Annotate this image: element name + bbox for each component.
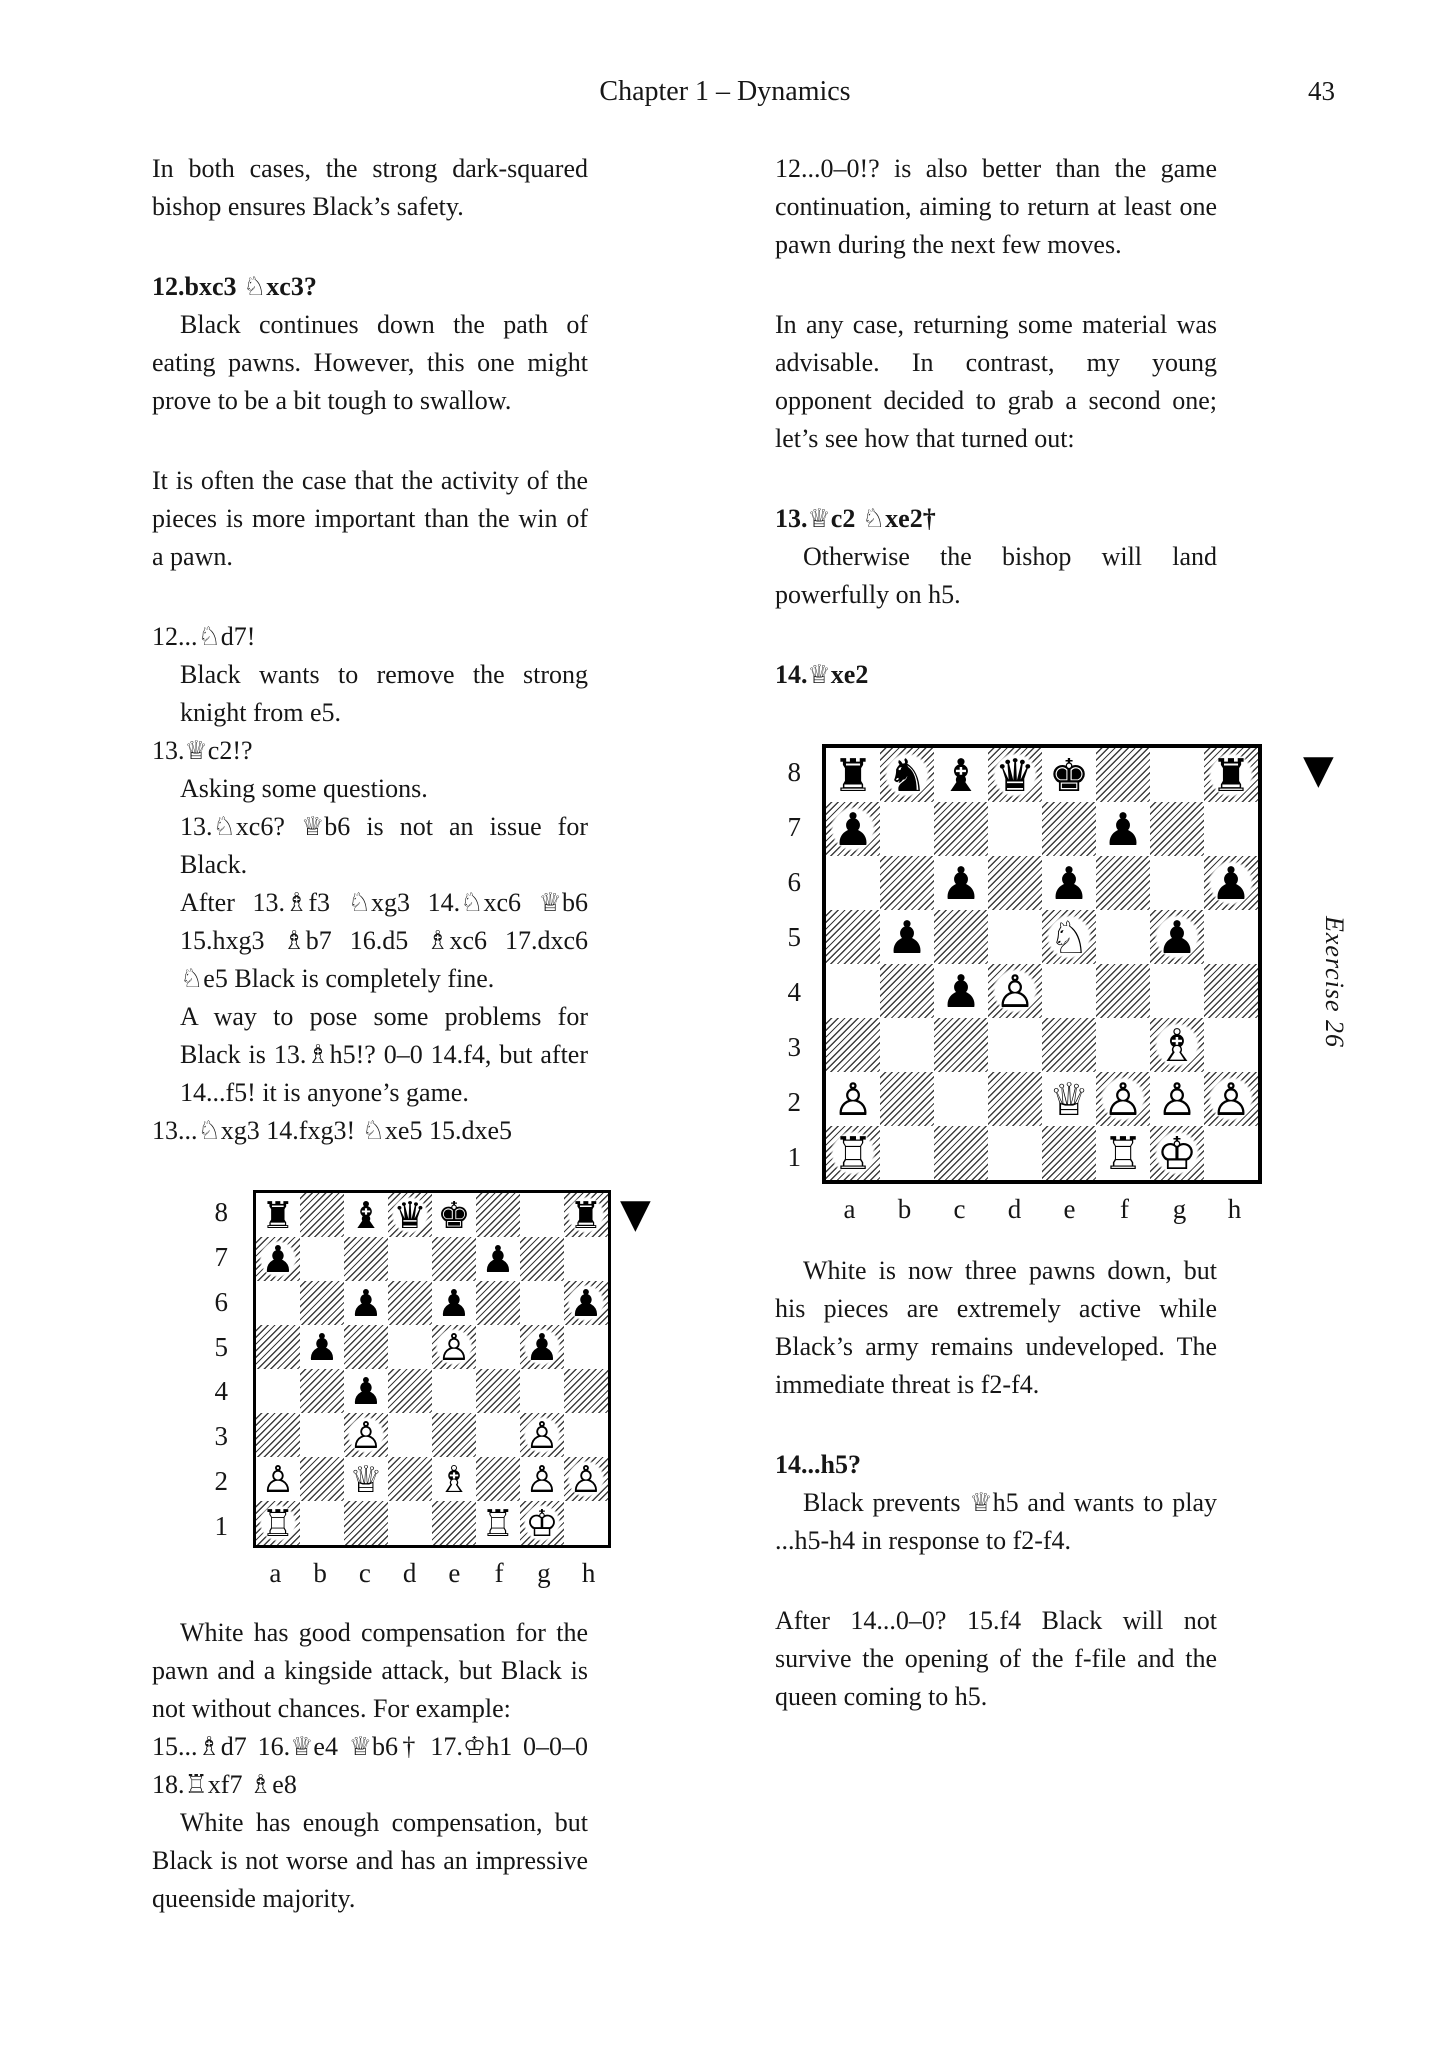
- file-labels: [822, 1190, 1262, 1228]
- rank-label-4: 4: [787, 976, 801, 1007]
- square-f7: [1096, 802, 1150, 856]
- square-c1: [344, 1501, 388, 1545]
- file-label-h: h: [1227, 1194, 1242, 1224]
- paragraph: In both cases, the strong dark-squared bishop ensures Black’s safety.: [152, 154, 588, 221]
- square-d8: [388, 1193, 432, 1237]
- file-label-g: g: [1172, 1194, 1187, 1224]
- square-a4: [256, 1369, 300, 1413]
- square-e5: [432, 1325, 476, 1369]
- piece-r-h8: ♜: [1207, 751, 1256, 800]
- square-d5: [388, 1325, 432, 1369]
- move-line: 15...♗d7 16.♕e4 ♕b6† 17.♔h1 0–0–0 18.♖xf7 ♗e8: [152, 1732, 588, 1799]
- piece-p-b5: ♟: [883, 913, 932, 962]
- square-b2: [880, 1072, 934, 1126]
- chess-board: [253, 1190, 611, 1548]
- square-b2: [300, 1457, 344, 1501]
- piece-P-g3: ♙: [522, 1415, 562, 1455]
- square-g5: [520, 1325, 564, 1369]
- square-h4: [1204, 964, 1258, 1018]
- paragraph: After 14...0–0? 15.f4 Black will not survive the opening of the f-file and the queen coming to h5.: [775, 1606, 1217, 1711]
- square-f5: [476, 1325, 520, 1369]
- piece-Q-c2: ♕: [346, 1459, 386, 1499]
- square-f8: [476, 1193, 520, 1237]
- square-g5: [1150, 910, 1204, 964]
- square-d7: [388, 1237, 432, 1281]
- square-d7: [988, 802, 1042, 856]
- piece-r-a8: ♜: [258, 1195, 298, 1235]
- square-g7: [520, 1237, 564, 1281]
- piece-Q-e2: ♕: [1045, 1075, 1094, 1124]
- square-d4: [388, 1369, 432, 1413]
- paragraph: It is often the case that the activity of the pieces is more important than the win of a pawn.: [152, 466, 588, 571]
- piece-q-d8: ♛: [991, 751, 1040, 800]
- square-d4: [988, 964, 1042, 1018]
- square-h1: [564, 1501, 608, 1545]
- rank-label-5: 5: [214, 1331, 228, 1362]
- paragraph: 12...0–0!? is also better than the game continuation, aiming to return at least one pawn during the next few moves.: [775, 154, 1217, 259]
- paragraph: White is now three pawns down, but his pieces are extremely active while Black’s army remains undeveloped. The immediate threat is f2-f4.: [775, 1256, 1217, 1399]
- square-e2: [1042, 1072, 1096, 1126]
- piece-P-h2: ♙: [566, 1459, 606, 1499]
- square-c5: [934, 910, 988, 964]
- square-b1: [300, 1501, 344, 1545]
- paragraph: Asking some questions.: [180, 774, 428, 803]
- rank-label-1: 1: [787, 1141, 801, 1172]
- square-h2: [564, 1457, 608, 1501]
- square-h6: [1204, 856, 1258, 910]
- square-a6: [826, 856, 880, 910]
- square-b7: [300, 1237, 344, 1281]
- square-c8: [934, 748, 988, 802]
- square-h8: [564, 1193, 608, 1237]
- square-a1: [256, 1501, 300, 1545]
- square-h1: [1204, 1126, 1258, 1180]
- piece-p-f7: ♟: [1099, 805, 1148, 854]
- square-d5: [988, 910, 1042, 964]
- piece-k-e8: ♚: [1045, 751, 1094, 800]
- paragraph: 13.♘xc6? ♕b6 is not an issue for Black.: [180, 812, 588, 879]
- square-a1: [826, 1126, 880, 1180]
- square-b8: [880, 748, 934, 802]
- piece-r-h8: ♜: [566, 1195, 606, 1235]
- piece-p-h6: ♟: [566, 1283, 606, 1323]
- piece-p-g5: ♟: [522, 1327, 562, 1367]
- square-a2: [826, 1072, 880, 1126]
- square-c6: [934, 856, 988, 910]
- rank-label-7: 7: [214, 1242, 228, 1273]
- piece-P-e5: ♙: [434, 1327, 474, 1367]
- square-e7: [432, 1237, 476, 1281]
- file-label-c: c: [953, 1194, 966, 1224]
- square-g1: [520, 1501, 564, 1545]
- square-b4: [880, 964, 934, 1018]
- square-d6: [988, 856, 1042, 910]
- paragraph: After 13.♗f3 ♘xg3 14.♘xc6 ♕b6 15.hxg3 ♗b7 16.d5 ♗xc6 17.dxc6 ♘e5 Black is completely fine.: [180, 888, 588, 993]
- square-c6: [344, 1281, 388, 1325]
- move-line: 14...h5?: [775, 1450, 861, 1479]
- square-g2: [1150, 1072, 1204, 1126]
- piece-P-c3: ♙: [346, 1415, 386, 1455]
- file-label-h: h: [581, 1558, 596, 1588]
- piece-p-a7: ♟: [829, 805, 878, 854]
- right-column: [775, 150, 1349, 1716]
- square-f6: [1096, 856, 1150, 910]
- piece-P-a2: ♙: [829, 1075, 878, 1124]
- square-e3: [432, 1413, 476, 1457]
- square-e3: [1042, 1018, 1096, 1072]
- rank-label-4: 4: [214, 1376, 228, 1407]
- paragraph: A way to pose some problems for Black is 13.♗h5!? 0–0 14.f4, but after 14...f5! it is anyone’s game.: [180, 1002, 588, 1107]
- piece-r-a8: ♜: [829, 751, 878, 800]
- square-c4: [344, 1369, 388, 1413]
- rank-label-8: 8: [214, 1197, 228, 1228]
- square-e4: [432, 1369, 476, 1413]
- piece-p-c4: ♟: [937, 967, 986, 1016]
- square-a7: [256, 1237, 300, 1281]
- square-f4: [1096, 964, 1150, 1018]
- square-g4: [1150, 964, 1204, 1018]
- rank-label-2: 2: [787, 1086, 801, 1117]
- square-g6: [1150, 856, 1204, 910]
- piece-K-g1: ♔: [522, 1503, 562, 1543]
- piece-b-c8: ♝: [346, 1195, 386, 1235]
- square-b4: [300, 1369, 344, 1413]
- piece-p-c4: ♟: [346, 1371, 386, 1411]
- rank-labels: [759, 744, 801, 1184]
- rank-labels: [186, 1190, 228, 1548]
- page-number: 43: [1308, 76, 1335, 106]
- page-header: [115, 76, 1335, 116]
- file-label-f: f: [494, 1558, 504, 1588]
- square-h4: [564, 1369, 608, 1413]
- piece-P-d4: ♙: [991, 967, 1040, 1016]
- paragraph: Otherwise the bishop will land powerfully on h5.: [775, 542, 1217, 609]
- piece-P-g2: ♙: [1153, 1075, 1202, 1124]
- paragraph: In any case, returning some material was advisable. In contrast, my young opponent decided to grab a second one; let’s see how that turned out:: [775, 310, 1217, 453]
- square-e8: [1042, 748, 1096, 802]
- piece-p-c6: ♟: [346, 1283, 386, 1323]
- square-c3: [344, 1413, 388, 1457]
- square-d3: [388, 1413, 432, 1457]
- file-label-f: f: [1120, 1194, 1129, 1224]
- square-f1: [1096, 1126, 1150, 1180]
- piece-p-c6: ♟: [937, 859, 986, 908]
- rank-label-5: 5: [787, 921, 801, 952]
- piece-p-h6: ♟: [1207, 859, 1256, 908]
- piece-R-f1: ♖: [478, 1503, 518, 1543]
- square-f7: [476, 1237, 520, 1281]
- diagram-after-15dxe5: [152, 1190, 651, 1596]
- rank-label-8: 8: [787, 756, 801, 787]
- square-g1: [1150, 1126, 1204, 1180]
- exercise-label: Exercise 26: [1320, 916, 1349, 1049]
- rank-label-3: 3: [214, 1421, 228, 1452]
- square-g4: [520, 1369, 564, 1413]
- piece-K-g1: ♔: [1153, 1129, 1202, 1178]
- piece-B-g3: ♗: [1153, 1021, 1202, 1070]
- square-h8: [1204, 748, 1258, 802]
- square-a5: [826, 910, 880, 964]
- piece-R-f1: ♖: [1099, 1129, 1148, 1178]
- square-d3: [988, 1018, 1042, 1072]
- square-b6: [880, 856, 934, 910]
- piece-q-d8: ♛: [390, 1195, 430, 1235]
- square-f8: [1096, 748, 1150, 802]
- file-label-d: d: [1007, 1194, 1022, 1224]
- square-d2: [388, 1457, 432, 1501]
- move-line: 13.♕c2!?: [152, 736, 253, 765]
- square-d1: [388, 1501, 432, 1545]
- square-h7: [564, 1237, 608, 1281]
- square-h2: [1204, 1072, 1258, 1126]
- square-f2: [1096, 1072, 1150, 1126]
- chapter-title: Chapter 1 – Dynamics: [599, 76, 851, 107]
- piece-P-f2: ♙: [1099, 1075, 1148, 1124]
- square-g6: [520, 1281, 564, 1325]
- square-c2: [344, 1457, 388, 1501]
- square-e6: [1042, 856, 1096, 910]
- piece-B-e2: ♗: [434, 1459, 474, 1499]
- square-e8: [432, 1193, 476, 1237]
- square-d6: [388, 1281, 432, 1325]
- square-a5: [256, 1325, 300, 1369]
- paragraph: Black continues down the path of eating pawns. However, this one might prove to be a bit tough to swallow.: [152, 310, 588, 415]
- move-line: 12...♘d7!: [152, 622, 256, 651]
- file-label-b: b: [897, 1194, 912, 1224]
- piece-k-e8: ♚: [434, 1195, 474, 1235]
- rank-label-6: 6: [214, 1286, 228, 1317]
- square-f1: [476, 1501, 520, 1545]
- square-c2: [934, 1072, 988, 1126]
- square-h6: [564, 1281, 608, 1325]
- piece-N-e5: ♘: [1045, 913, 1094, 962]
- square-a4: [826, 964, 880, 1018]
- piece-p-g5: ♟: [1153, 913, 1202, 962]
- left-column: [152, 150, 651, 1918]
- black-to-move-indicator-icon: ▼: [620, 1191, 651, 1237]
- square-c5: [344, 1325, 388, 1369]
- square-b3: [300, 1413, 344, 1457]
- piece-n-b8: ♞: [883, 751, 932, 800]
- square-e6: [432, 1281, 476, 1325]
- square-f2: [476, 1457, 520, 1501]
- piece-R-a1: ♖: [258, 1503, 298, 1543]
- file-label-a: a: [843, 1194, 856, 1224]
- square-f5: [1096, 910, 1150, 964]
- square-b8: [300, 1193, 344, 1237]
- paragraph: White has enough compensation, but Black is not worse and has an impressive queenside majority.: [152, 1808, 588, 1913]
- paragraph: Black prevents ♕h5 and wants to play ...h5-h4 in response to f2-f4.: [775, 1488, 1217, 1555]
- file-label-e: e: [448, 1558, 461, 1588]
- square-h3: [564, 1413, 608, 1457]
- piece-p-b5: ♟: [302, 1327, 342, 1367]
- square-d2: [988, 1072, 1042, 1126]
- piece-P-a2: ♙: [258, 1459, 298, 1499]
- square-g7: [1150, 802, 1204, 856]
- square-e5: [1042, 910, 1096, 964]
- black-to-move-indicator-icon: ▼: [1303, 747, 1334, 793]
- square-b6: [300, 1281, 344, 1325]
- square-e2: [432, 1457, 476, 1501]
- square-a8: [826, 748, 880, 802]
- square-a3: [256, 1413, 300, 1457]
- file-label-g: g: [537, 1558, 551, 1588]
- square-d1: [988, 1126, 1042, 1180]
- square-b3: [880, 1018, 934, 1072]
- file-label-e: e: [1063, 1194, 1076, 1224]
- rank-label-3: 3: [787, 1031, 801, 1062]
- rank-label-2: 2: [214, 1465, 228, 1496]
- move-line: 13.♕c2 ♘xe2†: [775, 504, 936, 533]
- square-b1: [880, 1126, 934, 1180]
- square-d8: [988, 748, 1042, 802]
- square-a7: [826, 802, 880, 856]
- square-c8: [344, 1193, 388, 1237]
- move-line: 14.♕xe2: [775, 660, 869, 689]
- square-c3: [934, 1018, 988, 1072]
- square-e1: [1042, 1126, 1096, 1180]
- piece-p-f7: ♟: [478, 1239, 518, 1279]
- square-g3: [1150, 1018, 1204, 1072]
- piece-P-h2: ♙: [1207, 1075, 1256, 1124]
- piece-p-e6: ♟: [434, 1283, 474, 1323]
- square-a3: [826, 1018, 880, 1072]
- paragraph: White has good compensation for the pawn and a kingside attack, but Black is not without chances. For example:: [152, 1618, 588, 1723]
- square-b7: [880, 802, 934, 856]
- square-f4: [476, 1369, 520, 1413]
- rank-label-7: 7: [787, 811, 801, 842]
- square-c1: [934, 1126, 988, 1180]
- file-labels: [253, 1554, 611, 1592]
- rank-label-1: 1: [214, 1510, 228, 1541]
- square-g3: [520, 1413, 564, 1457]
- square-f6: [476, 1281, 520, 1325]
- square-a6: [256, 1281, 300, 1325]
- square-h3: [1204, 1018, 1258, 1072]
- square-e4: [1042, 964, 1096, 1018]
- square-f3: [476, 1413, 520, 1457]
- file-label-d: d: [402, 1558, 417, 1588]
- square-g2: [520, 1457, 564, 1501]
- move-line: 12.bxc3 ♘xc3?: [152, 272, 317, 301]
- square-b5: [300, 1325, 344, 1369]
- square-g8: [1150, 748, 1204, 802]
- piece-P-g2: ♙: [522, 1459, 562, 1499]
- square-e7: [1042, 802, 1096, 856]
- square-c4: [934, 964, 988, 1018]
- piece-b-c8: ♝: [937, 751, 986, 800]
- square-b5: [880, 910, 934, 964]
- rank-label-6: 6: [787, 866, 801, 897]
- paragraph: Black wants to remove the strong knight from e5.: [180, 660, 588, 727]
- file-label-b: b: [313, 1558, 327, 1588]
- square-h5: [1204, 910, 1258, 964]
- square-g8: [520, 1193, 564, 1237]
- diagram-after-14Qxe2-exercise-26: [775, 744, 1349, 1236]
- square-c7: [344, 1237, 388, 1281]
- square-c7: [934, 802, 988, 856]
- square-h5: [564, 1325, 608, 1369]
- square-e1: [432, 1501, 476, 1545]
- chess-board: [822, 744, 1262, 1184]
- move-line: 13...♘xg3 14.fxg3! ♘xe5 15.dxe5: [152, 1116, 513, 1145]
- square-f3: [1096, 1018, 1150, 1072]
- piece-p-e6: ♟: [1045, 859, 1094, 908]
- file-label-c: c: [358, 1558, 371, 1588]
- file-label-a: a: [269, 1558, 282, 1588]
- piece-R-a1: ♖: [829, 1129, 878, 1178]
- square-h7: [1204, 802, 1258, 856]
- square-a2: [256, 1457, 300, 1501]
- square-a8: [256, 1193, 300, 1237]
- piece-p-a7: ♟: [258, 1239, 298, 1279]
